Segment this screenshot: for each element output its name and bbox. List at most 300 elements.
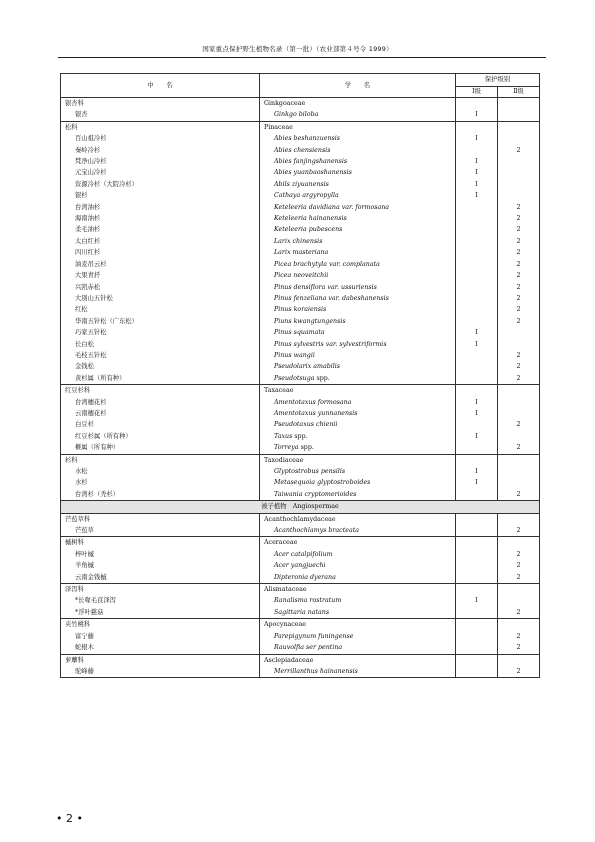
family-cn-name: 泽泻科 <box>61 584 260 596</box>
species-row <box>61 525 540 537</box>
species-sci-name <box>260 259 456 270</box>
species-cn-name: 台湾杉（秃杉） <box>61 489 260 501</box>
species-level2: 2 <box>498 270 540 281</box>
species-cn-name: *浮叶慈菇 <box>61 607 260 619</box>
species-sci-binomial: Picea brachytyla var. complanata <box>274 260 380 268</box>
family-sci-name: Pinaceae <box>260 121 456 133</box>
species-row <box>61 477 540 488</box>
family-level2-cell <box>498 619 540 631</box>
species-sci-name <box>260 419 456 430</box>
species-row <box>61 595 540 606</box>
species-level2: 2 <box>498 631 540 642</box>
species-sci-binomial: Pinus wangii <box>274 351 315 359</box>
family-sci-name: Taxaceae <box>260 385 456 397</box>
species-level1 <box>456 361 498 372</box>
species-level1: Ⅰ <box>456 408 498 419</box>
species-level1 <box>456 224 498 235</box>
species-cn-name: 水松 <box>61 466 260 477</box>
species-row <box>61 489 540 501</box>
species-level1 <box>456 350 498 361</box>
family-cn-name: 红豆杉科 <box>61 385 260 397</box>
family-sci-name: Taxodiaceae <box>260 454 456 466</box>
species-cn-name: 大别山五针松 <box>61 293 260 304</box>
species-sci-name <box>260 327 456 338</box>
species-sci-binomial: Abils ziyuanensis <box>274 180 329 188</box>
species-sci-name <box>260 560 456 571</box>
species-row <box>61 642 540 654</box>
species-level1 <box>456 642 498 654</box>
species-level1 <box>456 293 498 304</box>
species-level1: Ⅰ <box>456 477 498 488</box>
column-header-sci-name: 学 名 <box>260 74 456 98</box>
species-sci-binomial: Pinus squamata <box>274 329 325 337</box>
species-level2 <box>498 109 540 121</box>
family-level1-cell <box>456 619 498 631</box>
species-cn-name: 柔毛油杉 <box>61 224 260 235</box>
species-row <box>61 419 540 430</box>
family-cn-name: 芒苞草科 <box>61 513 260 525</box>
species-level2 <box>498 397 540 408</box>
species-cn-name: 金钱松 <box>61 361 260 372</box>
species-level2 <box>498 327 540 338</box>
species-row <box>61 339 540 350</box>
species-cn-name: 银杉 <box>61 190 260 201</box>
species-level1 <box>456 259 498 270</box>
header-rule <box>58 57 546 58</box>
family-level1-cell <box>456 513 498 525</box>
species-sci-name <box>260 316 456 327</box>
species-level2: 2 <box>498 489 540 501</box>
species-level2 <box>498 167 540 178</box>
species-sci-binomial: Dipteronia dyerana <box>274 573 336 581</box>
family-sci-name: Asclepiadaceae <box>260 654 456 666</box>
species-cn-name: 四川红杉 <box>61 247 260 258</box>
species-sci-name <box>260 525 456 537</box>
species-cn-name: 银杏 <box>61 109 260 121</box>
column-header-level1: Ⅰ级 <box>456 87 498 98</box>
species-row <box>61 109 540 121</box>
species-level2: 2 <box>498 145 540 156</box>
species-sci-name <box>260 109 456 121</box>
species-row <box>61 631 540 642</box>
species-level2: 2 <box>498 560 540 571</box>
species-sci-binomial: Torreya <box>274 444 299 452</box>
species-sci-suffix: spp. <box>314 374 330 382</box>
species-row <box>61 431 540 442</box>
species-level2: 2 <box>498 350 540 361</box>
species-sci-name <box>260 190 456 201</box>
species-sci-name <box>260 293 456 304</box>
species-level1: Ⅰ <box>456 595 498 606</box>
species-cn-name: *长喙毛茛泽泻 <box>61 595 260 606</box>
species-level1 <box>456 666 498 678</box>
species-level2: 2 <box>498 442 540 454</box>
species-level2: 2 <box>498 642 540 654</box>
species-sci-name <box>260 631 456 642</box>
column-header-protection-level: 保护级别 <box>456 74 540 87</box>
species-level2: 2 <box>498 316 540 327</box>
species-level1 <box>456 631 498 642</box>
species-sci-suffix: spp. <box>298 444 314 452</box>
species-level1: Ⅰ <box>456 327 498 338</box>
species-sci-binomial: Parepigynum funingense <box>274 632 354 640</box>
species-sci-binomial: Pinus densiflora var. ussuriensis <box>274 283 377 291</box>
species-level1: Ⅰ <box>456 339 498 350</box>
species-row <box>61 247 540 258</box>
species-level1 <box>456 270 498 281</box>
family-row <box>61 654 540 666</box>
species-row <box>61 442 540 454</box>
species-level1: Ⅰ <box>456 156 498 167</box>
species-sci-binomial: Abies yuanbaoshanensis <box>274 169 352 177</box>
species-cn-name: 黄杉属（所有种） <box>61 373 260 385</box>
family-sci-name: Ginkgoaceae <box>260 98 456 110</box>
species-sci-binomial: Abies beshanzuensis <box>274 135 341 143</box>
species-sci-name <box>260 282 456 293</box>
species-level1 <box>456 202 498 213</box>
family-row <box>61 584 540 596</box>
species-sci-binomial: Acanthochlamys bracteata <box>274 527 359 535</box>
family-level2-cell <box>498 654 540 666</box>
species-level2: 2 <box>498 213 540 224</box>
protected-plants-table <box>60 73 540 678</box>
species-row <box>61 145 540 156</box>
column-header-cn-name: 中 名 <box>61 74 260 98</box>
family-level1-cell <box>456 385 498 397</box>
family-sci-name: Apocynaceae <box>260 619 456 631</box>
species-sci-binomial: Keteleeria pubescens <box>274 226 343 234</box>
family-level1-cell <box>456 537 498 549</box>
species-sci-name <box>260 466 456 477</box>
species-sci-binomial: Picea neoveitchii <box>274 272 329 280</box>
species-level2 <box>498 190 540 201</box>
species-cn-name: 华南五针松（广东松） <box>61 316 260 327</box>
species-sci-binomial: Merrillanthus hainanensis <box>274 667 358 675</box>
running-header: 国家重点保护野生植物名录（第一批）（农业部第４号令 1999） <box>202 45 393 53</box>
species-level1 <box>456 236 498 247</box>
column-header-level2: Ⅱ级 <box>498 87 540 98</box>
species-sci-binomial: Keteleeria davidiana var. formosana <box>274 203 390 211</box>
species-sci-name <box>260 373 456 385</box>
species-cn-name: 榧属（所有种） <box>61 442 260 454</box>
species-level1: Ⅰ <box>456 431 498 442</box>
species-sci-binomial: Larix masteriana <box>274 249 329 257</box>
species-sci-binomial: Ranalisma rostratum <box>274 597 342 605</box>
family-cn-name: 松科 <box>61 121 260 133</box>
family-cn-name: 杉科 <box>61 454 260 466</box>
species-row <box>61 236 540 247</box>
species-sci-name <box>260 350 456 361</box>
species-cn-name: 台湾油杉 <box>61 202 260 213</box>
species-level1 <box>456 442 498 454</box>
species-sci-name <box>260 361 456 372</box>
species-level2: 2 <box>498 666 540 678</box>
species-row <box>61 607 540 619</box>
family-cn-name: 银杏科 <box>61 98 260 110</box>
family-level1-cell <box>456 654 498 666</box>
species-cn-name: 梓叶槭 <box>61 549 260 560</box>
family-row <box>61 454 540 466</box>
species-sci-binomial: Acer catalpifolium <box>274 550 333 558</box>
family-level2-cell <box>498 584 540 596</box>
species-cn-name: 油麦吊云杉 <box>61 259 260 270</box>
species-row <box>61 270 540 281</box>
species-row <box>61 224 540 235</box>
family-level1-cell <box>456 121 498 133</box>
family-row <box>61 619 540 631</box>
species-cn-name: 云南金钱槭 <box>61 572 260 584</box>
species-level1: Ⅰ <box>456 133 498 144</box>
family-level1-cell <box>456 584 498 596</box>
species-cn-name: 大果青扦 <box>61 270 260 281</box>
species-level1 <box>456 607 498 619</box>
species-level2: 2 <box>498 236 540 247</box>
species-sci-name <box>260 339 456 350</box>
family-level2-cell <box>498 454 540 466</box>
species-row <box>61 373 540 385</box>
species-level1 <box>456 419 498 430</box>
species-cn-name: 秦岭冷杉 <box>61 145 260 156</box>
species-cn-name: 资源冷杉（大院冷杉） <box>61 179 260 190</box>
species-level2 <box>498 431 540 442</box>
species-sci-name <box>260 572 456 584</box>
family-level1-cell <box>456 454 498 466</box>
species-sci-name <box>260 642 456 654</box>
species-cn-name: 红松 <box>61 304 260 315</box>
species-sci-name <box>260 397 456 408</box>
species-sci-binomial: Ginkgo biloba <box>274 111 319 119</box>
table-body <box>61 74 540 678</box>
family-level2-cell <box>498 98 540 110</box>
species-level2 <box>498 466 540 477</box>
species-cn-name: 百山祖冷杉 <box>61 133 260 144</box>
family-sci-name: Acanthochlamydaceae <box>260 513 456 525</box>
family-level2-cell <box>498 121 540 133</box>
species-sci-name <box>260 236 456 247</box>
species-level1: Ⅰ <box>456 466 498 477</box>
species-row <box>61 316 540 327</box>
species-level2: 2 <box>498 259 540 270</box>
family-cn-name: 夹竹桃科 <box>61 619 260 631</box>
family-level2-cell <box>498 513 540 525</box>
species-sci-name <box>260 145 456 156</box>
species-level2: 2 <box>498 247 540 258</box>
species-level1 <box>456 316 498 327</box>
species-row <box>61 408 540 419</box>
family-level2-cell <box>498 537 540 549</box>
family-level1-cell <box>456 98 498 110</box>
family-cn-name: 萝藦科 <box>61 654 260 666</box>
species-level1 <box>456 549 498 560</box>
family-row <box>61 537 540 549</box>
species-row <box>61 213 540 224</box>
species-sci-suffix: spp. <box>292 432 308 440</box>
species-sci-binomial: Sagittaria natans <box>274 608 330 616</box>
species-cn-name: 台湾穗花杉 <box>61 397 260 408</box>
species-cn-name: 毛枝五针松 <box>61 350 260 361</box>
species-sci-name <box>260 607 456 619</box>
species-cn-name: 海南油杉 <box>61 213 260 224</box>
species-level2: 2 <box>498 373 540 385</box>
species-sci-name <box>260 431 456 442</box>
species-sci-name <box>260 477 456 488</box>
species-level2 <box>498 477 540 488</box>
species-sci-binomial: Pseudolarix amabilis <box>274 363 341 371</box>
species-level2 <box>498 133 540 144</box>
species-sci-binomial: Piuns kwangtungensis <box>274 317 346 325</box>
species-cn-name: 元宝山冷杉 <box>61 167 260 178</box>
species-level2: 2 <box>498 419 540 430</box>
species-level2: 2 <box>498 572 540 584</box>
species-sci-name <box>260 224 456 235</box>
family-cn-name: 槭树科 <box>61 537 260 549</box>
species-row <box>61 549 540 560</box>
species-level2 <box>498 595 540 606</box>
species-cn-name: 梵净山冷杉 <box>61 156 260 167</box>
species-level2: 2 <box>498 304 540 315</box>
species-level1 <box>456 282 498 293</box>
species-sci-binomial: Taxus <box>274 432 293 440</box>
table-header-row <box>61 74 540 87</box>
species-sci-binomial: Taiwania cryptomerioides <box>274 490 357 498</box>
species-row <box>61 666 540 678</box>
species-row <box>61 327 540 338</box>
species-level1 <box>456 572 498 584</box>
family-row <box>61 513 540 525</box>
species-level2: 2 <box>498 525 540 537</box>
species-sci-binomial: Keteleeria hainanensis <box>274 215 347 223</box>
species-level1 <box>456 373 498 385</box>
species-sci-binomial: Amentotaxus yunnanensis <box>274 409 358 417</box>
species-cn-name: 兴凯赤松 <box>61 282 260 293</box>
species-sci-binomial: Pinus sylvestris var. sylvestriformis <box>274 340 387 348</box>
species-row <box>61 572 540 584</box>
species-sci-binomial: Larix chinensis <box>274 237 323 245</box>
species-sci-name <box>260 247 456 258</box>
family-level2-cell <box>498 385 540 397</box>
species-sci-binomial: Abies chensiensis <box>274 146 331 154</box>
species-level2 <box>498 156 540 167</box>
species-sci-name <box>260 442 456 454</box>
species-row <box>61 397 540 408</box>
species-level2 <box>498 339 540 350</box>
species-level1 <box>456 304 498 315</box>
species-sci-name <box>260 408 456 419</box>
species-level2: 2 <box>498 293 540 304</box>
species-cn-name: 云南穗花杉 <box>61 408 260 419</box>
species-row <box>61 179 540 190</box>
species-level1: Ⅰ <box>456 179 498 190</box>
species-row <box>61 560 540 571</box>
species-sci-binomial: Metasequoia glyptostroboides <box>274 479 371 487</box>
species-level1 <box>456 247 498 258</box>
species-sci-binomial: Glyptostrobus pensilis <box>274 468 346 475</box>
species-level2: 2 <box>498 607 540 619</box>
species-level2: 2 <box>498 361 540 372</box>
species-sci-name <box>260 595 456 606</box>
species-cn-name: 长白松 <box>61 339 260 350</box>
species-row <box>61 190 540 201</box>
species-sci-binomial: Amentotaxus formosana <box>274 398 352 406</box>
species-level1 <box>456 525 498 537</box>
species-row <box>61 466 540 477</box>
species-row <box>61 361 540 372</box>
species-row <box>61 282 540 293</box>
species-level1: Ⅰ <box>456 190 498 201</box>
species-sci-name <box>260 156 456 167</box>
species-cn-name: 太白红杉 <box>61 236 260 247</box>
species-cn-name: 巧家五针松 <box>61 327 260 338</box>
species-level1: Ⅰ <box>456 397 498 408</box>
species-sci-binomial: Acer yangjuechi <box>274 562 326 570</box>
species-row <box>61 350 540 361</box>
species-sci-name <box>260 270 456 281</box>
species-sci-name <box>260 304 456 315</box>
species-cn-name: 红豆杉属（所有种） <box>61 431 260 442</box>
species-sci-name <box>260 666 456 678</box>
family-row <box>61 385 540 397</box>
species-sci-binomial: Pinus koraiensis <box>274 306 327 314</box>
species-row <box>61 259 540 270</box>
species-level1 <box>456 489 498 501</box>
page-number: • 2 • <box>56 812 83 825</box>
species-row <box>61 293 540 304</box>
species-sci-name <box>260 133 456 144</box>
species-sci-binomial: Pinus fenzeliana var. dabeshanensis <box>274 294 389 302</box>
species-row <box>61 156 540 167</box>
species-sci-binomial: Pseudotaxus chienii <box>274 421 338 429</box>
family-row <box>61 121 540 133</box>
species-sci-name <box>260 549 456 560</box>
species-sci-name <box>260 213 456 224</box>
section-divider-row <box>61 501 540 513</box>
species-cn-name: 驼峰藤 <box>61 666 260 678</box>
species-sci-name <box>260 489 456 501</box>
species-sci-name <box>260 202 456 213</box>
species-cn-name: 富宁藤 <box>61 631 260 642</box>
species-cn-name: 蛇根木 <box>61 642 260 654</box>
species-level1: Ⅰ <box>456 109 498 121</box>
species-row <box>61 304 540 315</box>
family-row <box>61 98 540 110</box>
species-row <box>61 202 540 213</box>
species-cn-name: 芒苞草 <box>61 525 260 537</box>
species-level2: 2 <box>498 202 540 213</box>
section-divider-label: 被子植物 Angiospermae <box>61 501 540 513</box>
species-sci-binomial: Abies fanjingshanensis <box>274 158 348 166</box>
species-row <box>61 133 540 144</box>
family-sci-name: Aceraceae <box>260 537 456 549</box>
species-level1: Ⅰ <box>456 167 498 178</box>
species-level1 <box>456 145 498 156</box>
species-level2: 2 <box>498 549 540 560</box>
species-level1 <box>456 213 498 224</box>
species-cn-name: 白豆杉 <box>61 419 260 430</box>
species-sci-name <box>260 179 456 190</box>
species-level1 <box>456 560 498 571</box>
species-sci-name <box>260 167 456 178</box>
species-level2: 2 <box>498 224 540 235</box>
species-sci-binomial: Pseudotsuga <box>274 374 315 382</box>
species-row <box>61 167 540 178</box>
species-level2: 2 <box>498 282 540 293</box>
species-cn-name: 水杉 <box>61 477 260 488</box>
species-cn-name: 羊角槭 <box>61 560 260 571</box>
species-sci-binomial: Rauvolfia ser pentina <box>274 644 343 652</box>
species-sci-binomial: Cathaya argyropylla <box>274 192 339 200</box>
species-level2 <box>498 179 540 190</box>
family-sci-name: Alismataceae <box>260 584 456 596</box>
